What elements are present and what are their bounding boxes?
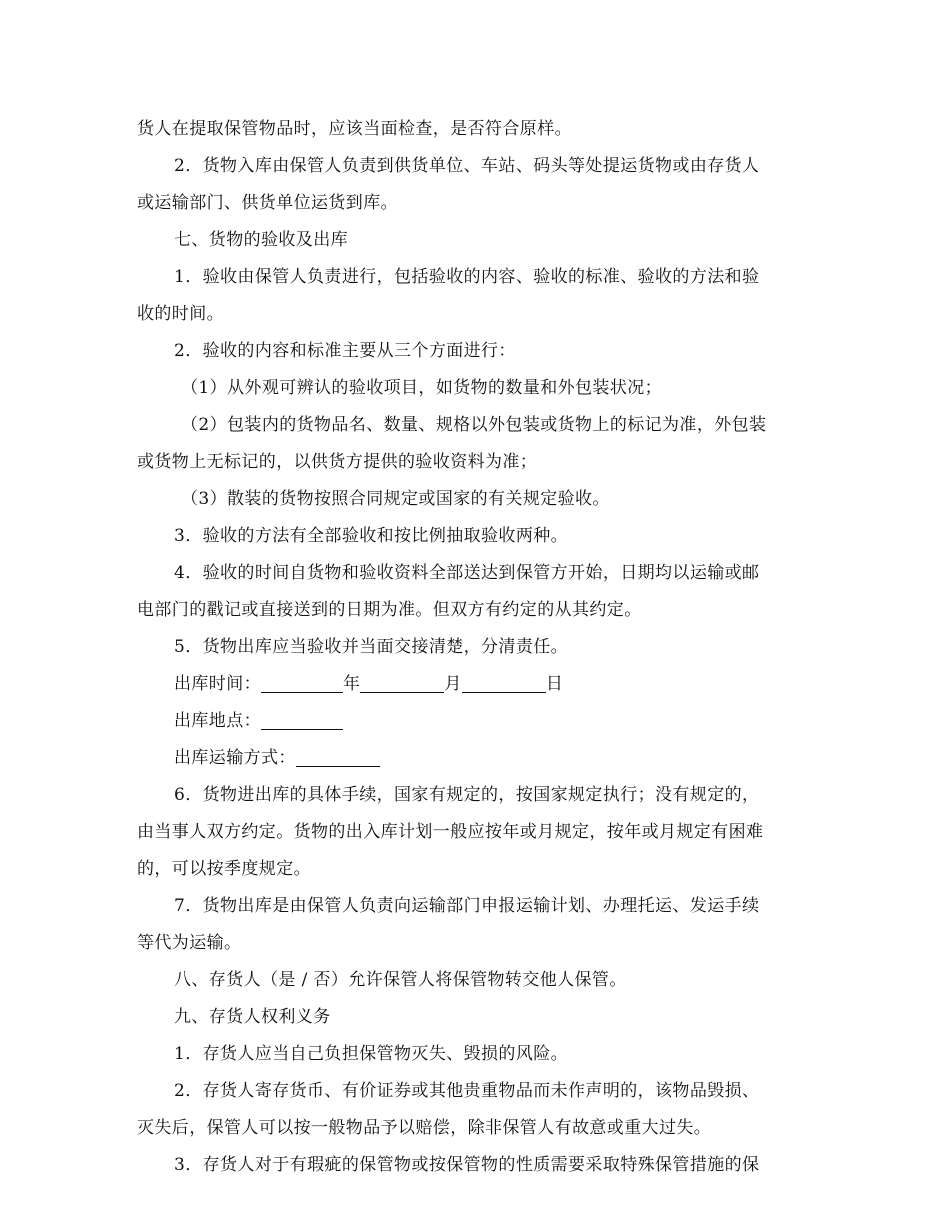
day-label: 日: [545, 674, 564, 694]
paragraph-line: 收的时间。: [137, 304, 224, 324]
month-label: 月: [444, 674, 462, 694]
paragraph-line: 3．存货人对于有瑕疵的保管物或按保管物的性质需要采取特殊保管措施的保: [174, 1155, 760, 1175]
document-body: [137, 111, 817, 1184]
paragraph-line: （2）包装内的货物品名、数量、规格以外包装或货物上的标记为准，外包装: [181, 415, 767, 435]
month-blank[interactable]: [360, 670, 444, 693]
out-transport-label: 出库运输方式：: [174, 748, 296, 768]
out-place-label: 出库地点：: [174, 711, 261, 731]
paragraph-line: 2．货物入库由保管人负责到供货单位、车站、码头等处提运货物或由存货人: [174, 156, 760, 176]
paragraph-line: 2．存货人寄存货币、有价证券或其他贵重物品而未作声明的，该物品毁损、: [174, 1081, 760, 1101]
section-heading: 九、存货人权利义务: [174, 1007, 331, 1027]
paragraph-line: 或运输部门、供货单位运货到库。: [137, 193, 398, 213]
out-time-row: [137, 666, 817, 703]
paragraph-line: 灭失后，保管人可以按一般物品予以赔偿，除非保管人有故意或重大过失。: [137, 1118, 712, 1138]
paragraph-line: 或货物上无标记的，以供货方提供的验收资料为准；: [137, 452, 538, 472]
paragraph-line: 1．存货人应当自己负担保管物灭失、毁损的风险。: [174, 1044, 569, 1064]
place-blank[interactable]: [261, 707, 343, 730]
section-heading: 八、存货人（是 / 否）允许保管人将保管物转交他人保管。: [174, 970, 627, 990]
paragraph-line: 5．货物出库应当验收并当面交接清楚，分清责任。: [174, 637, 569, 657]
out-transport-row: [137, 740, 817, 777]
paragraph-line: 3．验收的方法有全部验收和按比例抽取验收两种。: [174, 526, 569, 546]
section-heading: 七、货物的验收及出库: [174, 230, 348, 250]
paragraph-line: 由当事人双方约定。货物的出入库计划一般应按年或月规定，按年或月规定有困难: [137, 822, 764, 842]
out-place-row: [137, 703, 817, 740]
paragraph-line: 电部门的戳记或直接送到的日期为准。但双方有约定的从其约定。: [137, 600, 642, 620]
paragraph-line: 的，可以按季度规定。: [137, 859, 311, 879]
out-time-label: 出库时间：: [174, 674, 261, 694]
year-label: 年: [343, 674, 361, 694]
paragraph-line: 4．验收的时间自货物和验收资料全部送达到保管方开始，日期均以运输或邮: [174, 563, 760, 583]
paragraph-line: 2．验收的内容和标准主要从三个方面进行：: [174, 341, 516, 361]
paragraph-line: （1）从外观可辨认的验收项目，如货物的数量和外包装状况；: [181, 378, 663, 398]
day-blank[interactable]: [462, 670, 546, 693]
paragraph-line: 等代为运输。: [137, 933, 242, 953]
paragraph-line: 6．货物进出库的具体手续，国家有规定的，按国家规定执行；没有规定的，: [174, 785, 760, 805]
year-blank[interactable]: [261, 670, 343, 693]
paragraph-line: （3）散装的货物按照合同规定或国家的有关规定验收。: [181, 489, 610, 509]
transport-blank[interactable]: [296, 744, 380, 767]
paragraph-line: 7．货物出库是由保管人负责向运输部门申报运输计划、办理托运、发运手续: [174, 896, 760, 916]
paragraph-line: 1．验收由保管人负责进行，包括验收的内容、验收的标准、验收的方法和验: [174, 267, 760, 287]
paragraph-line: 货人在提取保管物品时，应该当面检查，是否符合原样。: [137, 119, 572, 139]
